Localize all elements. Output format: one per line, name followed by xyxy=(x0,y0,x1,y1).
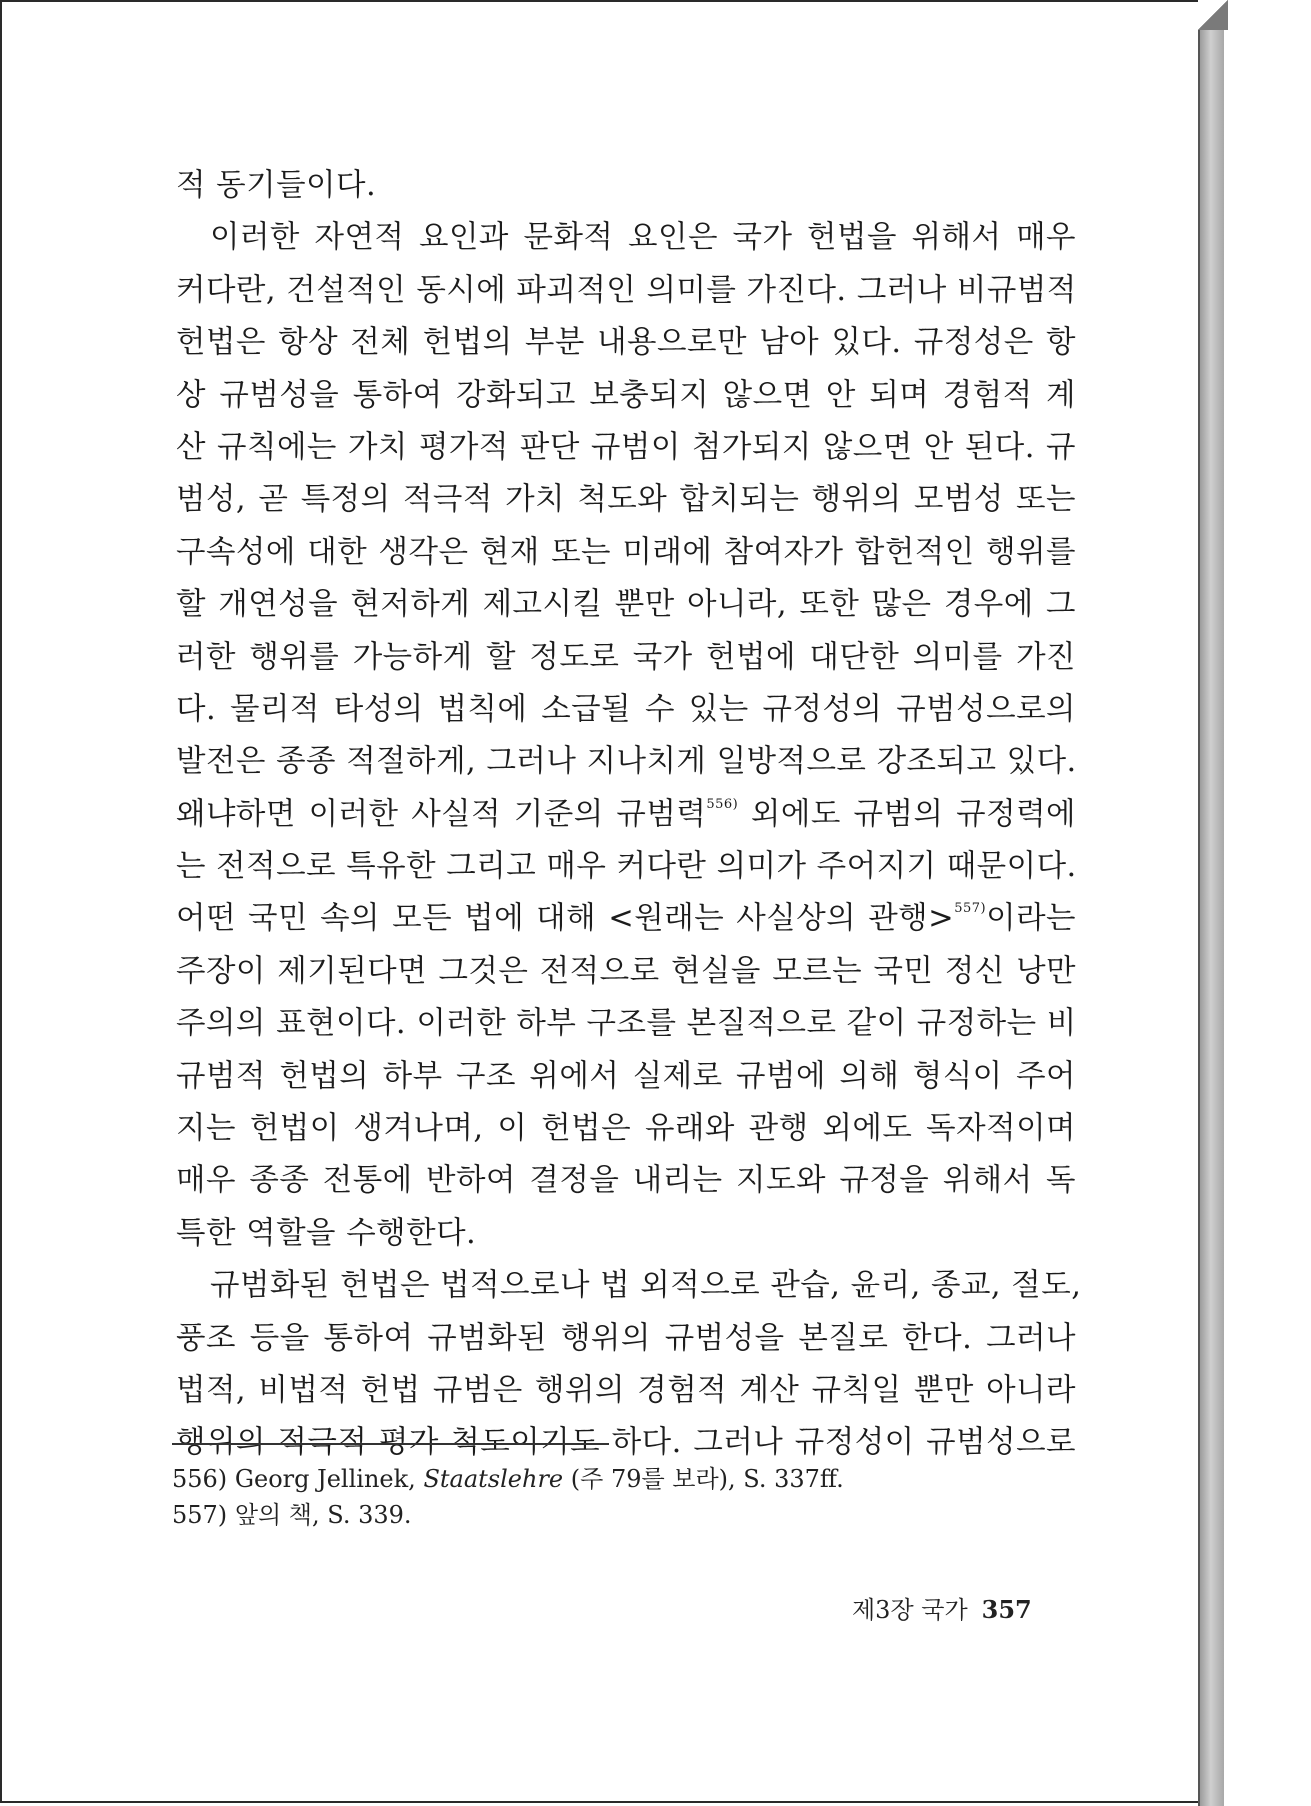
body-line: 상 규범성을 통하여 강화되고 보충되지 않으면 안 되며 경험적 계 xyxy=(176,377,1076,413)
page-footer xyxy=(852,1590,1032,1625)
body-text xyxy=(176,160,1082,1470)
body-line-with-note-557 xyxy=(176,893,1076,945)
body-line: 범성, 곧 특정의 적극적 가치 척도와 합치되는 행위의 모범성 또는 xyxy=(176,482,1076,518)
chapter-label: 제3장 국가 xyxy=(852,1596,968,1624)
footnote-556 xyxy=(172,1461,1072,1497)
footnote-marker: 556) xyxy=(172,1465,228,1493)
footnote-rest: 앞의 책, S. 339. xyxy=(234,1501,412,1529)
body-line: 주장이 제기된다면 그것은 전적으로 현실을 모르는 국민 정신 낭만 xyxy=(176,953,1076,989)
body-line-with-note-556 xyxy=(176,789,1076,841)
footnote-557 xyxy=(172,1497,1072,1533)
body-line: 산 규칙에는 가치 평가적 판단 규범이 첨가되지 않으면 안 된다. 규 xyxy=(176,429,1076,465)
footnotes xyxy=(172,1461,1072,1533)
footnote-ref-557: 557) xyxy=(954,901,987,917)
body-text-segment: 어떤 국민 속의 모든 법에 대해 <원래는 사실상의 관행> xyxy=(176,901,955,937)
body-line: 적 동기들이다. xyxy=(176,168,377,203)
body-text-segment: 이라는 xyxy=(986,901,1076,937)
body-line: 특한 역할을 수행한다. xyxy=(176,1215,477,1251)
body-line: 풍조 등을 통하여 규범화된 행위의 규범성을 본질로 한다. 그러나 xyxy=(176,1320,1076,1356)
body-line: 규범적 헌법의 하부 구조 위에서 실제로 규범에 의해 형식이 주어 xyxy=(176,1058,1076,1094)
body-line: 할 개연성을 현저하게 제고시킬 뿐만 아니라, 또한 많은 경우에 그 xyxy=(176,587,1076,623)
body-line: 이러한 자연적 요인과 문화적 요인은 국가 헌법을 위해서 매우 xyxy=(210,220,1076,256)
body-line: 매우 종종 전통에 반하여 결정을 내리는 지도와 규정을 위해서 독 xyxy=(176,1163,1076,1199)
body-line: 헌법은 항상 전체 헌법의 부분 내용으로만 남아 있다. 규정성은 항 xyxy=(176,325,1076,361)
footnote-ref-556: 556) xyxy=(706,796,739,812)
body-line: 는 전적으로 특유한 그리고 매우 커다란 의미가 주어지기 때문이다. xyxy=(176,849,1077,885)
body-line: 커다란, 건설적인 동시에 파괴적인 의미를 가진다. 그러나 비규범적 xyxy=(176,272,1077,308)
body-line: 구속성에 대한 생각은 현재 또는 미래에 참여자가 합헌적인 행위를 xyxy=(176,534,1076,570)
body-line: 행위의 적극적 평가 척도이기도 하다. 그러나 규정성이 규범성으로 xyxy=(176,1425,1076,1461)
footnote-divider xyxy=(172,1443,609,1445)
footnote-marker: 557) xyxy=(172,1501,228,1529)
page-corner xyxy=(1198,0,1228,30)
body-text-segment: 외에도 규범의 규정력에 xyxy=(738,796,1077,832)
body-text-segment: 왜냐하면 이러한 사실적 기준의 규범력 xyxy=(176,796,707,832)
body-line: 다. 물리적 타성의 법칙에 소급될 수 있는 규정성의 규범성으로의 xyxy=(176,691,1076,727)
body-line: 법적, 비법적 헌법 규범은 행위의 경험적 계산 규칙일 뿐만 아니라 xyxy=(176,1372,1076,1408)
body-line: 지는 헌법이 생겨나며, 이 헌법은 유래와 관행 외에도 독자적이며 xyxy=(176,1111,1076,1147)
footnote-rest: (주 79를 보라), S. 337ff. xyxy=(570,1465,844,1493)
book-edge xyxy=(1198,0,1224,1806)
page-number: 357 xyxy=(981,1595,1032,1624)
body-line: 발전은 종종 적절하게, 그러나 지나치게 일방적으로 강조되고 있다. xyxy=(176,744,1077,780)
footnote-title: Staatslehre xyxy=(423,1465,564,1493)
body-line: 러한 행위를 가능하게 할 정도로 국가 헌법에 대단한 의미를 가진 xyxy=(176,639,1076,675)
footnote-author: Georg Jellinek, xyxy=(234,1465,416,1493)
body-line: 규범화된 헌법은 법적으로나 법 외적으로 관습, 윤리, 종교, 절도, xyxy=(210,1268,1082,1304)
body-line: 주의의 표현이다. 이러한 하부 구조를 본질적으로 같이 규정하는 비 xyxy=(176,1006,1077,1042)
